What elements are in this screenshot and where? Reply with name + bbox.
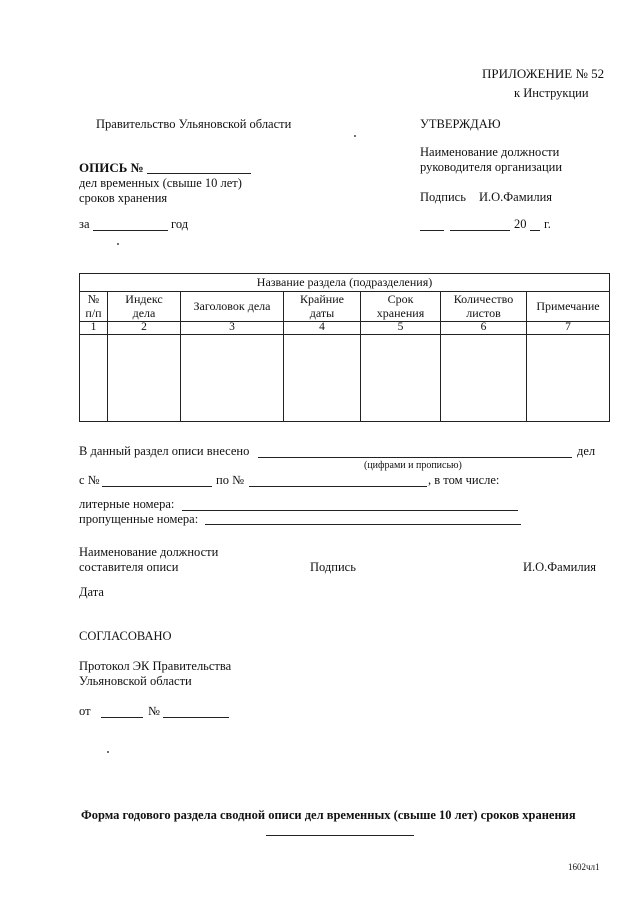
- protocol-line1: Протокол ЭК Правительства: [79, 659, 232, 673]
- header-cell-title: [181, 292, 284, 322]
- speck: [117, 243, 119, 245]
- inventory-table: [79, 273, 610, 422]
- approval-month-line: [450, 230, 510, 231]
- header-line: Крайние: [300, 292, 344, 307]
- entered-prefix: В данный раздел описи внесено: [79, 444, 250, 458]
- speck: [354, 135, 356, 137]
- table-section-row: [80, 274, 610, 292]
- approval-year-prefix: 20: [514, 217, 527, 231]
- protocol-line2: Ульяновской области: [79, 674, 192, 688]
- protocol-number-line: [163, 717, 229, 718]
- organization-name: Правительство Ульяновской области: [96, 117, 292, 131]
- column-number: 4: [284, 322, 361, 335]
- table-cell: [80, 335, 108, 422]
- header-line: листов: [466, 305, 501, 320]
- compiler-position-line1: Наименование должности: [79, 545, 219, 559]
- letter-numbers-label: литерные номера:: [79, 497, 175, 511]
- protocol-from-prefix: от: [79, 704, 91, 718]
- header-line: Заголовок дела: [193, 298, 271, 313]
- compiler-name: И.О.Фамилия: [523, 560, 597, 574]
- to-number-line: [249, 486, 427, 487]
- from-number-prefix: с №: [79, 473, 100, 487]
- header-line: Срок: [387, 292, 414, 307]
- table-cell: [108, 335, 181, 422]
- missed-numbers-label: пропущенные номера:: [79, 512, 199, 526]
- year-suffix: год: [171, 217, 189, 231]
- column-number: 3: [181, 322, 284, 335]
- protocol-number-prefix: №: [148, 704, 160, 718]
- year-prefix: за: [79, 217, 90, 231]
- header-cell-retention: [361, 292, 441, 322]
- column-number: 5: [361, 322, 441, 335]
- approve-label: УТВЕРЖДАЮ: [420, 117, 501, 131]
- header-line: №: [87, 292, 100, 307]
- approval-year-line: [530, 230, 540, 231]
- column-number: 6: [441, 322, 527, 335]
- form-title: Форма годового раздела сводной описи дел временных (свыше 10 лет) сроков хранения: [81, 808, 576, 822]
- protocol-date-line: [101, 717, 143, 718]
- from-number-line: [102, 486, 212, 487]
- manager-name: И.О.Фамилия: [479, 190, 553, 204]
- form-title-underline: [266, 835, 414, 836]
- column-number: 7: [527, 322, 610, 335]
- header-cell-note: [527, 292, 610, 322]
- document-code: 1602чл1: [568, 862, 600, 872]
- inventory-subtitle-2: сроков хранения: [79, 191, 168, 205]
- compiler-position-line2: составителя описи: [79, 560, 179, 574]
- header-line: п/п: [85, 305, 102, 320]
- header-cell-index: [108, 292, 181, 322]
- header-line: даты: [309, 305, 335, 320]
- header-line: Индекс: [125, 292, 163, 307]
- table-cell: [527, 335, 610, 422]
- table-row: [80, 335, 610, 422]
- header-cell-sheets: [441, 292, 527, 322]
- manager-position-line1: Наименование должности: [420, 145, 560, 159]
- approval-day-line: [420, 230, 444, 231]
- appendix-number: ПРИЛОЖЕНИЕ № 52: [482, 66, 605, 81]
- header-line: хранения: [376, 305, 425, 320]
- header-line: Количество: [453, 292, 514, 307]
- entered-suffix: дел: [577, 444, 596, 458]
- entered-hint: (цифрами и прописью): [364, 460, 462, 471]
- header-cell-number: [80, 292, 108, 322]
- column-number: 1: [80, 322, 108, 335]
- table-header-row: [80, 292, 610, 322]
- manager-position-line2: руководителя организации: [420, 160, 563, 174]
- table-cell: [441, 335, 527, 422]
- header-cell-dates: [284, 292, 361, 322]
- instruction-reference: к Инструкции: [514, 86, 589, 100]
- header-line: Примечание: [536, 298, 600, 313]
- section-title-cell: Название раздела (подразделения): [80, 274, 610, 292]
- letter-numbers-line: [182, 510, 518, 511]
- manager-signature: Подпись: [420, 190, 466, 204]
- table-cell: [361, 335, 441, 422]
- inventory-title: ОПИСЬ №: [79, 160, 144, 175]
- inventory-subtitle-1: дел временных (свыше 10 лет): [79, 176, 242, 190]
- compiler-date: Дата: [79, 585, 104, 599]
- compiler-signature: Подпись: [310, 560, 356, 574]
- to-number-prefix: по №: [216, 473, 244, 487]
- approval-year-suffix: г.: [544, 217, 551, 231]
- table-cell: [284, 335, 361, 422]
- header-line: дела: [132, 305, 156, 320]
- year-line: [93, 230, 168, 231]
- speck: [107, 751, 109, 753]
- table-numbering-row: [80, 322, 610, 335]
- missed-numbers-line: [205, 524, 521, 525]
- inventory-number-line: [147, 173, 251, 174]
- agreed-title: СОГЛАСОВАНО: [79, 629, 172, 643]
- column-number: 2: [108, 322, 181, 335]
- including-label: , в том числе:: [428, 473, 500, 487]
- table-cell: [181, 335, 284, 422]
- entered-count-line: [258, 457, 572, 458]
